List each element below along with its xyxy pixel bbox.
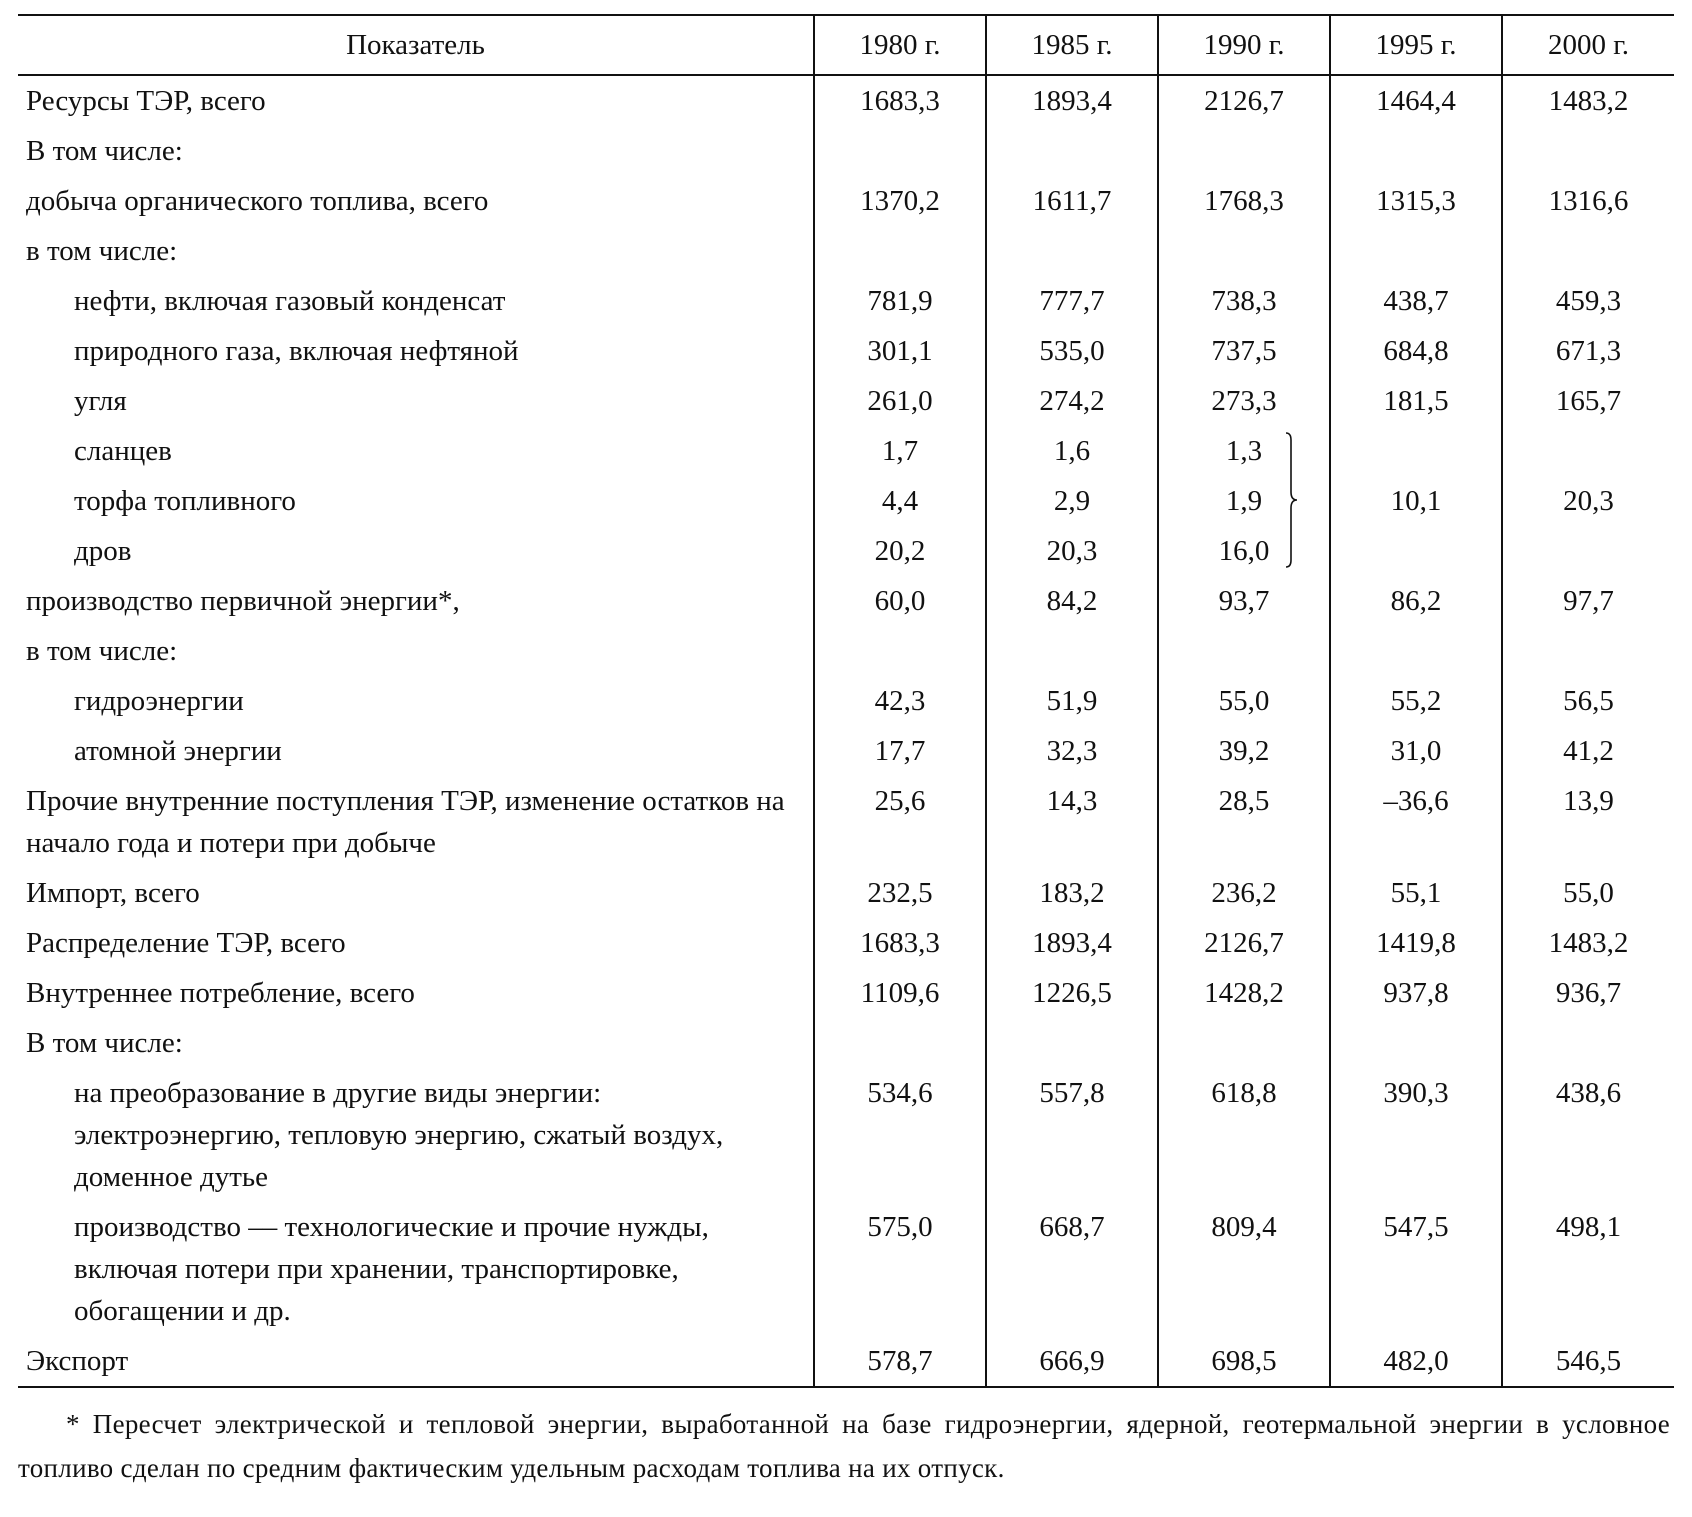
cell-value: 781,9 — [814, 276, 986, 326]
cell-value: 482,0 — [1330, 1336, 1502, 1387]
cell-value: 20,3 — [986, 526, 1158, 576]
cell-value: 618,8 — [1158, 1068, 1330, 1202]
cell-value — [1502, 1018, 1674, 1068]
header-year-1995: 1995 г. — [1330, 15, 1502, 75]
footnote: * Пересчет электрической и тепловой энергии, выработанной на базе гидроэнергии, ядерной, геотермальной энергии в условное топливо сделан по средним фактическим удельным расходам топлива на их отпуск. — [18, 1409, 1670, 1483]
row-label: Ресурсы ТЭР, всего — [26, 85, 266, 117]
cell-value: 20,3 — [1502, 476, 1674, 526]
cell-value — [1330, 526, 1502, 576]
row-label: гидроэнергии — [74, 685, 244, 717]
cell-value — [1158, 626, 1330, 676]
cell-value: 1483,2 — [1502, 75, 1674, 126]
cell-value — [1330, 426, 1502, 476]
cell-value: 1893,4 — [986, 75, 1158, 126]
cell-value: 1464,4 — [1330, 75, 1502, 126]
cell-value: 1315,3 — [1330, 176, 1502, 226]
table-row — [18, 75, 1674, 126]
cell-value: 1611,7 — [986, 176, 1158, 226]
header-year-1990: 1990 г. — [1158, 15, 1330, 75]
cell-value: 10,1 — [1330, 476, 1502, 526]
cell-value: 2126,7 — [1158, 918, 1330, 968]
header-year-2000: 2000 г. — [1502, 15, 1674, 75]
table-header-row — [18, 15, 1674, 75]
cell-value: 4,4 — [814, 476, 986, 526]
table-row — [18, 626, 1674, 676]
cell-value: 2126,7 — [1158, 75, 1330, 126]
table-row — [18, 126, 1674, 176]
cell-value: 936,7 — [1502, 968, 1674, 1018]
cell-value: 1428,2 — [1158, 968, 1330, 1018]
table-row — [18, 918, 1674, 968]
cell-value: 42,3 — [814, 676, 986, 726]
cell-value: 578,7 — [814, 1336, 986, 1387]
cell-value: 777,7 — [986, 276, 1158, 326]
cell-value — [1158, 126, 1330, 176]
cell-value: 93,7 — [1158, 576, 1330, 626]
cell-value: 1,3 — [1158, 426, 1330, 476]
cell-value: 86,2 — [1330, 576, 1502, 626]
cell-value — [1502, 226, 1674, 276]
cell-value: 546,5 — [1502, 1336, 1674, 1387]
cell-value: 937,8 — [1330, 968, 1502, 1018]
table-row — [18, 968, 1674, 1018]
cell-value: 1,6 — [986, 426, 1158, 476]
table-row — [18, 226, 1674, 276]
document-page — [18, 14, 1674, 1517]
cell-value: 301,1 — [814, 326, 986, 376]
cell-value: 1483,2 — [1502, 918, 1674, 968]
cell-value — [1330, 1018, 1502, 1068]
row-label: добыча органического топлива, всего — [26, 185, 489, 217]
cell-value — [986, 626, 1158, 676]
row-label: в том числе: — [26, 235, 178, 267]
cell-value — [814, 1018, 986, 1068]
row-label: угля — [74, 385, 127, 417]
cell-value: 668,7 — [986, 1202, 1158, 1336]
row-label: Распределение ТЭР, всего — [26, 927, 346, 959]
cell-value: 737,5 — [1158, 326, 1330, 376]
table-row — [18, 868, 1674, 918]
table-row — [18, 1018, 1674, 1068]
table-row — [18, 476, 1674, 526]
cell-value: 232,5 — [814, 868, 986, 918]
cell-value: 165,7 — [1502, 376, 1674, 426]
header-year-1980: 1980 г. — [814, 15, 986, 75]
cell-value: 459,3 — [1502, 276, 1674, 326]
table-body — [18, 75, 1674, 1387]
row-label: атомной энергии — [74, 735, 282, 767]
table-row — [18, 326, 1674, 376]
row-label: природного газа, включая нефтяной — [74, 335, 519, 367]
cell-value: 535,0 — [986, 326, 1158, 376]
cell-value: 13,9 — [1502, 776, 1674, 868]
cell-value: 1,7 — [814, 426, 986, 476]
cell-value: 97,7 — [1502, 576, 1674, 626]
cell-value: 84,2 — [986, 576, 1158, 626]
cell-value: 1683,3 — [814, 75, 986, 126]
cell-value — [814, 626, 986, 676]
cell-value: 17,7 — [814, 726, 986, 776]
cell-value: 28,5 — [1158, 776, 1330, 868]
row-label: Импорт, всего — [26, 877, 200, 909]
row-label: В том числе: — [26, 135, 183, 167]
cell-value: 671,3 — [1502, 326, 1674, 376]
table-row — [18, 1336, 1674, 1387]
cell-value — [1330, 626, 1502, 676]
cell-value: 236,2 — [1158, 868, 1330, 918]
cell-value: 575,0 — [814, 1202, 986, 1336]
row-label: торфа топливного — [74, 485, 296, 517]
table-row — [18, 1068, 1674, 1202]
cell-value: 498,1 — [1502, 1202, 1674, 1336]
row-label: дров — [74, 535, 132, 567]
cell-value: 809,4 — [1158, 1202, 1330, 1336]
table-row — [18, 676, 1674, 726]
cell-value: 25,6 — [814, 776, 986, 868]
cell-value: 738,3 — [1158, 276, 1330, 326]
cell-value: 547,5 — [1330, 1202, 1502, 1336]
header-indicator: Показатель — [18, 15, 814, 75]
row-label: Экспорт — [18, 1336, 814, 1387]
cell-value: 557,8 — [986, 1068, 1158, 1202]
cell-value: 390,3 — [1330, 1068, 1502, 1202]
row-label: производство –– технологические и прочие нужды, включая потери при хранении, транспортировке, обогащении и др. — [74, 1211, 709, 1327]
row-label: Прочие внутренние поступления ТЭР, изменение остатков на начало года и потери при добыче — [26, 785, 785, 859]
table-row — [18, 726, 1674, 776]
cell-value: 1109,6 — [814, 968, 986, 1018]
cell-value: 1893,4 — [986, 918, 1158, 968]
cell-value: 274,2 — [986, 376, 1158, 426]
cell-value: –36,6 — [1330, 776, 1502, 868]
cell-value — [1502, 626, 1674, 676]
cell-value: 56,5 — [1502, 676, 1674, 726]
cell-value: 534,6 — [814, 1068, 986, 1202]
cell-value: 684,8 — [1330, 326, 1502, 376]
row-label: производство первичной энергии*, — [26, 585, 460, 617]
row-label: сланцев — [74, 435, 172, 467]
cell-value: 39,2 — [1158, 726, 1330, 776]
cell-value — [1502, 526, 1674, 576]
cell-value — [1158, 226, 1330, 276]
cell-value — [1330, 126, 1502, 176]
cell-value: 1370,2 — [814, 176, 986, 226]
cell-value — [1502, 426, 1674, 476]
cell-value: 1,9 — [1158, 476, 1330, 526]
cell-value — [986, 126, 1158, 176]
cell-value: 2,9 — [986, 476, 1158, 526]
cell-value: 41,2 — [1502, 726, 1674, 776]
cell-value: 20,2 — [814, 526, 986, 576]
row-label: в том числе: — [26, 635, 178, 667]
cell-value: 1768,3 — [1158, 176, 1330, 226]
cell-value: 438,7 — [1330, 276, 1502, 326]
cell-value: 1683,3 — [814, 918, 986, 968]
cell-value — [1502, 126, 1674, 176]
cell-value: 31,0 — [1330, 726, 1502, 776]
table-row — [18, 526, 1674, 576]
cell-value — [1158, 1018, 1330, 1068]
cell-value — [986, 226, 1158, 276]
table-row — [18, 176, 1674, 226]
row-label: на преобразование в другие виды энергии: электроэнергию, тепловую энергию, сжатый воздух, доменное дутье — [74, 1077, 724, 1193]
cell-value: 51,9 — [986, 676, 1158, 726]
cell-value — [1330, 226, 1502, 276]
row-label: В том числе: — [26, 1027, 183, 1059]
cell-value: 273,3 — [1158, 376, 1330, 426]
table-row — [18, 576, 1674, 626]
cell-value: 1419,8 — [1330, 918, 1502, 968]
cell-value: 55,2 — [1330, 676, 1502, 726]
table-row — [18, 276, 1674, 326]
table-row — [18, 426, 1674, 476]
cell-value: 14,3 — [986, 776, 1158, 868]
table-row — [18, 1202, 1674, 1336]
cell-value: 55,0 — [1502, 868, 1674, 918]
row-label: нефти, включая газовый конденсат — [74, 285, 506, 317]
table-row — [18, 776, 1674, 868]
cell-value: 16,0 — [1158, 526, 1330, 576]
cell-value: 181,5 — [1330, 376, 1502, 426]
cell-value: 698,5 — [1158, 1336, 1330, 1387]
energy-balance-table — [18, 14, 1674, 1388]
cell-value: 60,0 — [814, 576, 986, 626]
cell-value — [814, 226, 986, 276]
cell-value: 438,6 — [1502, 1068, 1674, 1202]
row-label: Внутреннее потребление, всего — [26, 977, 415, 1009]
cell-value: 183,2 — [986, 868, 1158, 918]
cell-value — [986, 1018, 1158, 1068]
cell-value — [814, 126, 986, 176]
cell-value: 32,3 — [986, 726, 1158, 776]
cell-value: 55,0 — [1158, 676, 1330, 726]
cell-value: 261,0 — [814, 376, 986, 426]
cell-value: 55,1 — [1330, 868, 1502, 918]
header-year-1985: 1985 г. — [986, 15, 1158, 75]
cell-value: 1316,6 — [1502, 176, 1674, 226]
cell-value: 666,9 — [986, 1336, 1158, 1387]
cell-value: 1226,5 — [986, 968, 1158, 1018]
table-row — [18, 376, 1674, 426]
